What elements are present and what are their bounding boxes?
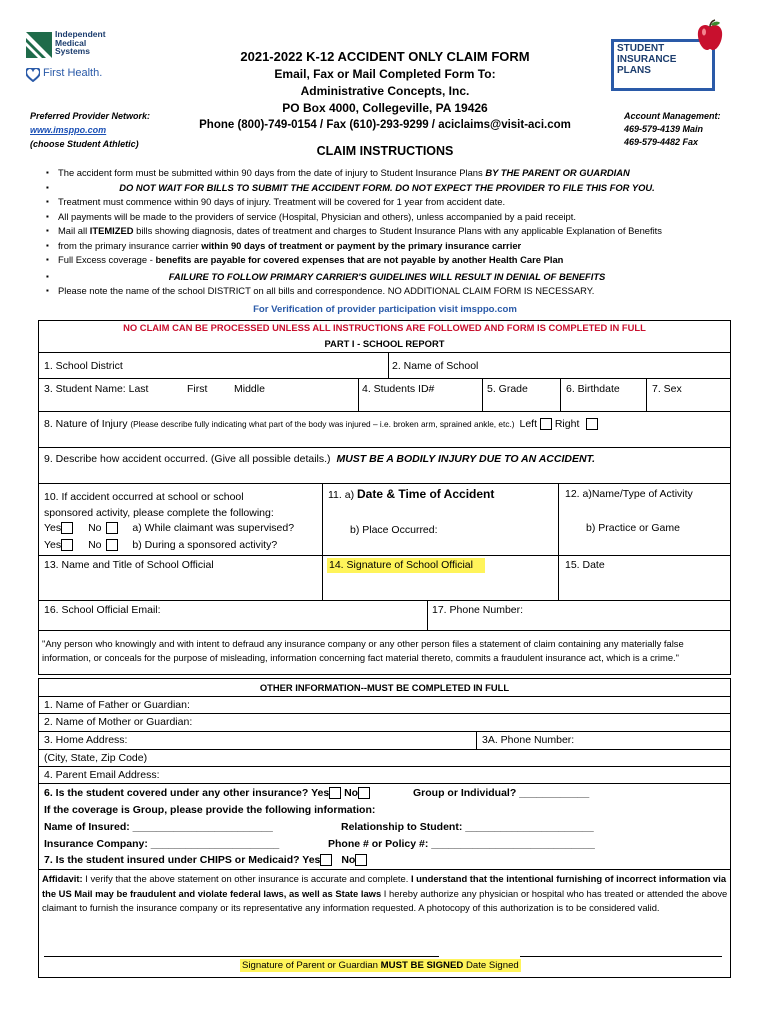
sip-logo-text-3: PLANS bbox=[617, 65, 651, 76]
supervised-yes-checkbox[interactable] bbox=[61, 522, 73, 534]
student-first-name-label: First bbox=[187, 383, 208, 395]
first-health-text: First Health. bbox=[43, 67, 103, 79]
practice-or-game-field[interactable]: b) Practice or Game bbox=[586, 522, 680, 534]
instruction-4: ▪ Mail all ITEMIZED bills showing diagnosis, dates of treatment and charges to Student Insurance Plans with any applicable Explanation of Benefits bbox=[42, 224, 732, 239]
grade-field[interactable]: 5. Grade bbox=[487, 383, 528, 395]
account-fax: 469-579-4482 Fax bbox=[624, 137, 699, 147]
sponsored-no-checkbox[interactable] bbox=[106, 539, 118, 551]
group-coverage-instruction: If the coverage is Group, please provide the following information: bbox=[44, 804, 376, 816]
ims-logo-icon bbox=[26, 32, 52, 58]
date-field[interactable]: 15. Date bbox=[565, 559, 605, 571]
ims-logo bbox=[26, 30, 116, 60]
school-name-field[interactable]: 2. Name of School bbox=[392, 360, 479, 372]
phone-number-field[interactable]: 17. Phone Number: bbox=[432, 604, 524, 616]
chips-no-checkbox[interactable] bbox=[355, 854, 367, 866]
date-time-accident-field[interactable]: 11. a) Date & Time of Accident bbox=[328, 487, 495, 501]
fraud-statement: "Any person who knowingly and with intent to defraud any insurance company or any other person files a statement of claim containing any materially false information, or conceals for the purpose of misleading, information concerning fact material thereto, commits a fraudulent insurance act, which is a crime." bbox=[42, 638, 684, 663]
account-management bbox=[624, 110, 721, 149]
address-line-3: PO Box 4000, Collegeville, PA 19426 bbox=[282, 101, 488, 115]
header-center bbox=[175, 48, 595, 134]
student-middle-name-label: Middle bbox=[234, 383, 265, 395]
ims-logo-text-3: Systems bbox=[55, 46, 90, 56]
instruction-4-cont: ▪ from the primary insurance carrier within 90 days of treatment or payment by the primary insurance carrier bbox=[42, 239, 732, 254]
nature-of-injury-field[interactable]: 8. Nature of Injury (Please describe fully indicating what part of the body was injured – i.e. broken arm, sprained ankle, etc.) Left Right bbox=[44, 418, 598, 431]
sex-field[interactable]: 7. Sex bbox=[652, 383, 682, 395]
affidavit: Affidavit: I verify that the above statement on other insurance is accurate and complete. I understand that the intentional furnishing of incorrect information via the US Mail may be fraudulent and violate federal laws, as well as State laws I hereby authorize any physician or hospital who has treated or attended the above claimant to furnish the insurance company or its representative any information requested. A photocopy of this authorization is to be considered valid. bbox=[42, 873, 728, 913]
instruction-6: ▪ Please note the name of the school DISTRICT on all bills and correspondence. NO ADDITIONAL CLAIM FORM IS NECESSARY. bbox=[42, 284, 732, 299]
parent-signature-label: Signature of Parent or Guardian MUST BE SIGNED Date Signed bbox=[242, 960, 519, 971]
group-or-individual-field[interactable]: Group or Individual? ____________ bbox=[413, 787, 590, 799]
activity-type-field[interactable]: 12. a)Name/Type of Activity bbox=[565, 488, 693, 500]
left-label: Left bbox=[519, 418, 537, 430]
instruction-1: ▪ The accident form must be submitted within 90 days from the date of injury to Student Insurance Plans BY THE PARENT OR GUARDIAN bbox=[42, 166, 732, 181]
right-label: Right bbox=[554, 418, 580, 430]
school-official-name-field[interactable]: 13. Name and Title of School Official bbox=[44, 559, 214, 571]
instruction-5: ▪ Full Excess coverage - benefits are payable for covered expenses that are not payable by another Health Care Plan bbox=[42, 253, 732, 268]
policy-number-field[interactable]: Phone # or Policy #: ____________________________ bbox=[328, 838, 595, 850]
account-management-label: Account Management: bbox=[624, 111, 721, 121]
ims-logo-text-1: Independent bbox=[55, 29, 106, 39]
supervised-no-checkbox[interactable] bbox=[106, 522, 118, 534]
ppn-url[interactable]: www.imsppo.com bbox=[30, 125, 107, 135]
claim-instructions-heading: CLAIM INSTRUCTIONS bbox=[316, 144, 454, 158]
ims-logo-text-2: Medical bbox=[55, 37, 87, 48]
sponsored-yes-checkbox[interactable] bbox=[61, 539, 73, 551]
address-line-2: Administrative Concepts, Inc. bbox=[300, 84, 470, 98]
date-signed-line[interactable] bbox=[520, 956, 722, 957]
school-activity-question: 10. If accident occurred at school or school sponsored activity, please complete the following: bbox=[44, 491, 274, 519]
insurance-company-field[interactable]: Insurance Company: ______________________ bbox=[44, 838, 280, 850]
parent-email-field[interactable]: 4. Parent Email Address: bbox=[44, 769, 160, 781]
left-checkbox[interactable] bbox=[540, 418, 552, 430]
school-district-field[interactable]: 1. School District bbox=[44, 360, 123, 372]
relationship-field[interactable]: Relationship to Student: ______________________ bbox=[341, 821, 594, 833]
address-line-4: Phone (800)-749-0154 / Fax (610)-293-9299 / aciclaims@visit-aci.com bbox=[199, 119, 571, 131]
sip-logo-text-2: INSURANCE bbox=[617, 54, 677, 65]
failure-warning: ▪ FAILURE TO FOLLOW PRIMARY CARRIER'S GUIDELINES WILL RESULT IN DENIAL OF BENEFITS bbox=[42, 270, 732, 285]
signature-line[interactable] bbox=[44, 956, 439, 957]
birthdate-field[interactable]: 6. Birthdate bbox=[566, 383, 620, 395]
accident-description-field[interactable]: 9. Describe how accident occurred. (Give all possible details.) MUST BE A BODILY INJURY DUE TO AN ACCIDENT. bbox=[44, 453, 596, 465]
home-phone-field[interactable]: 3A. Phone Number: bbox=[482, 734, 575, 746]
name-of-insured-field[interactable]: Name of Insured: ________________________ bbox=[44, 821, 273, 833]
other-insurance-yes-checkbox[interactable] bbox=[329, 787, 341, 799]
student-last-name-field[interactable]: 3. Student Name: Last bbox=[44, 383, 149, 395]
heart-icon bbox=[26, 68, 40, 82]
city-state-zip-field[interactable]: (City, State, Zip Code) bbox=[44, 752, 148, 764]
father-guardian-field[interactable]: 1. Name of Father or Guardian: bbox=[44, 699, 190, 711]
right-checkbox[interactable] bbox=[586, 418, 598, 430]
address-line-1: Email, Fax or Mail Completed Form To: bbox=[274, 67, 496, 81]
instruction-2: ▪ Treatment must commence within 90 days of injury. Treatment will be covered for 1 year from accident date. bbox=[42, 195, 732, 210]
part1-heading: PART I - SCHOOL REPORT bbox=[324, 338, 445, 349]
school-official-signature-field[interactable]: 14. Signature of School Official bbox=[327, 558, 485, 573]
student-id-field[interactable]: 4. Students ID# bbox=[362, 383, 435, 395]
account-main-phone: 469-579-4139 Main bbox=[624, 124, 704, 134]
school-official-email-field[interactable]: 16. School Official Email: bbox=[44, 604, 161, 616]
sip-logo bbox=[611, 15, 731, 95]
chips-medicaid-question: 7. Is the student insured under CHIPS or Medicaid? Yes No bbox=[44, 854, 367, 867]
other-insurance-question: 6. Is the student covered under any other insurance? Yes No bbox=[44, 787, 370, 800]
ppn-label: Preferred Provider Network: bbox=[30, 111, 151, 121]
no-claim-warning: NO CLAIM CAN BE PROCESSED UNLESS ALL INSTRUCTIONS ARE FOLLOWED AND FORM IS COMPLETED IN FULL bbox=[123, 322, 646, 333]
mother-guardian-field[interactable]: 2. Name of Mother or Guardian: bbox=[44, 716, 193, 728]
instruction-1-warning: ▪ DO NOT WAIT FOR BILLS TO SUBMIT THE ACCIDENT FORM. DO NOT EXPECT THE PROVIDER TO FILE THIS FOR YOU. bbox=[42, 181, 732, 196]
verification-link[interactable]: For Verification of provider participation visit imsppo.com bbox=[253, 304, 517, 315]
sponsored-row: Yes No b) During a sponsored activity? bbox=[44, 539, 278, 551]
instructions-list bbox=[42, 166, 732, 299]
apple-icon bbox=[693, 19, 727, 53]
chips-yes-checkbox[interactable] bbox=[320, 854, 332, 866]
place-occurred-field[interactable]: b) Place Occurred: bbox=[350, 524, 438, 536]
form-title: 2021-2022 K-12 ACCIDENT ONLY CLAIM FORM bbox=[240, 49, 530, 64]
sip-logo-text-1: STUDENT bbox=[617, 43, 665, 54]
supervised-row: Yes No a) While claimant was supervised? bbox=[44, 522, 295, 534]
instruction-3: ▪ All payments will be made to the providers of service (Hospital, Physician and others), unless accompanied by a paid receipt. bbox=[42, 210, 732, 225]
other-insurance-no-checkbox[interactable] bbox=[358, 787, 370, 799]
home-address-field[interactable]: 3. Home Address: bbox=[44, 734, 128, 746]
other-info-heading: OTHER INFORMATION--MUST BE COMPLETED IN FULL bbox=[259, 682, 510, 693]
ppn-note: (choose Student Athletic) bbox=[30, 139, 139, 149]
